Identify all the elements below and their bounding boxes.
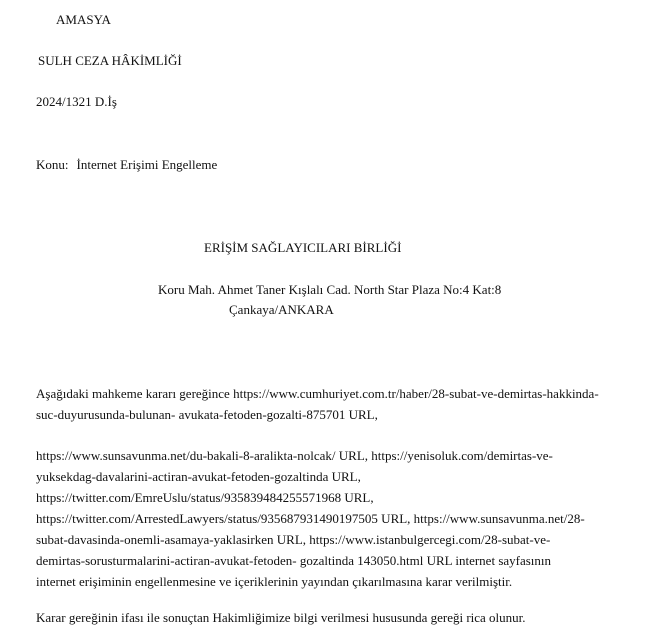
subject-label: Konu: [36, 157, 69, 172]
body-line: https://twitter.com/EmreUslu/status/935839484255571968 URL, [36, 490, 374, 505]
body-paragraph-2 [36, 445, 646, 592]
subject-line [36, 157, 217, 173]
recipient-name: ERİŞİM SAĞLAYICILARI BİRLİĞİ [204, 240, 402, 255]
court-name: SULH CEZA HÂKİMLİĞİ [38, 53, 182, 68]
file-number: 2024/1321 D.İş [36, 94, 117, 109]
body-line: Aşağıdaki mahkeme kararı gereğince https://www.cumhuriyet.com.tr/haber/28-subat-ve-demirtas-hakkinda- [36, 386, 599, 401]
body-line: internet erişiminin engellenmesine ve içeriklerinin yayından çıkarılmasına karar verilmiştir. [36, 574, 513, 589]
subject-value: İnternet Erişimi Engelleme [76, 157, 218, 172]
recipient-address-line2: Çankaya/ANKARA [229, 302, 334, 317]
body-paragraph-3: Karar gereğinin ifası ile sonuçtan Hakimliğimize bilgi verilmesi hususunda gereği rica olunur. [36, 610, 526, 625]
body-line: demirtas-sorusturmalarini-actiran-avukat-fetoden- gozaltinda 143050.html URL internet sayfasının [36, 553, 552, 568]
body-paragraph-1 [36, 383, 646, 425]
body-line: subat-davasinda-onemli-asamaya-yaklasirken URL, https://www.istanbulgercegi.com/28-subat-ve- [36, 532, 551, 547]
body-line: https://www.sunsavunma.net/du-bakali-8-aralikta-nolcak/ URL, https://yenisoluk.com/demirtas-ve- [36, 448, 553, 463]
body-line: https://twitter.com/ArrestedLawyers/status/935687931490197505 URL, https://www.sunsavunma.net/28- [36, 511, 585, 526]
body-line: suc-duyurusunda-bulunan- avukata-fetoden-gozalti-875701 URL, [36, 407, 378, 422]
recipient-address-line1: Koru Mah. Ahmet Taner Kışlalı Cad. North Star Plaza No:4 Kat:8 [158, 282, 502, 297]
body-line: yuksekdag-davalarini-actiran-avukat-fetoden-gozaltinda URL, [36, 469, 361, 484]
court-city: AMASYA [56, 12, 111, 27]
